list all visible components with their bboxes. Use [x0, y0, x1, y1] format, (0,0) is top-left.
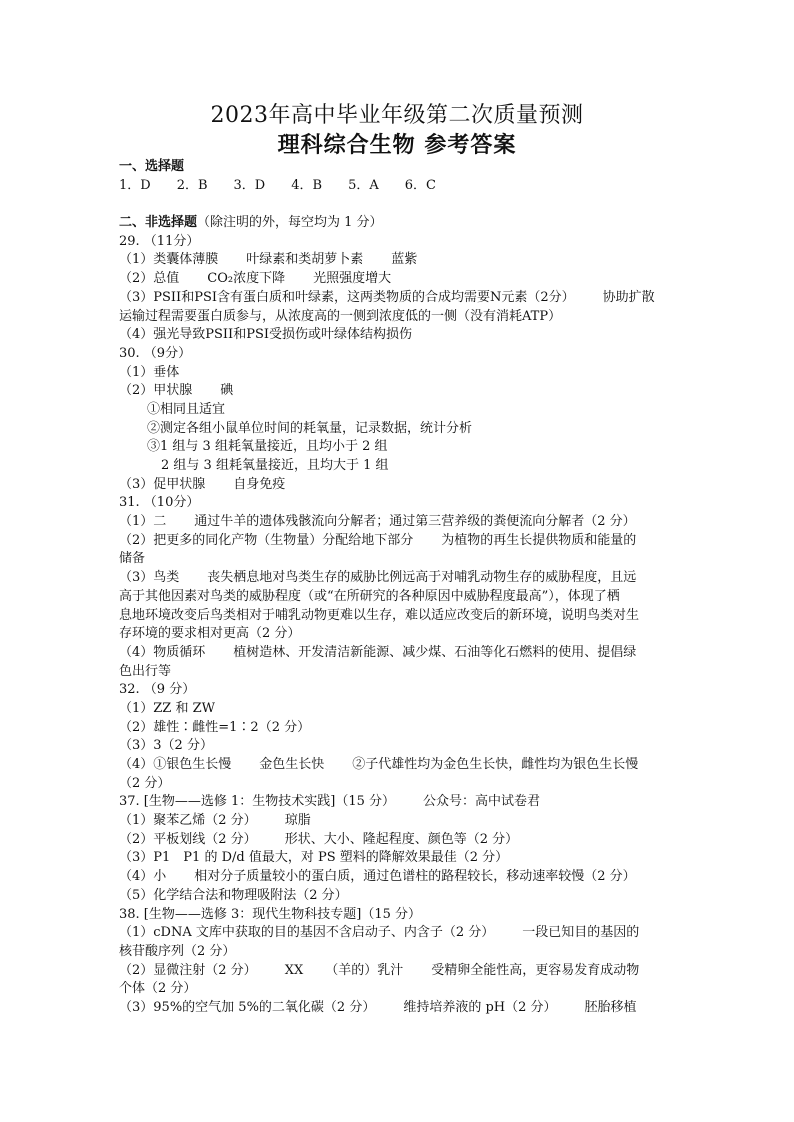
q29-answer-2: （2）总值 CO₂浓度下降 光照强度增大: [119, 271, 392, 287]
choice-answer: 6．C: [404, 177, 436, 193]
q29-answer-1: （1）类囊体薄膜 叶绿素和类胡萝卜素 蓝紫: [119, 252, 418, 268]
q38-answer-1-cont: 核苷酸序列（2 分）: [119, 943, 236, 959]
q32-heading: 32. （9 分）: [119, 682, 196, 698]
q30-step-2: ②测定各组小鼠单位时间的耗氧量，记录数据，统计分析: [147, 420, 473, 436]
q31-answer-4: （4）物质循环 植树造林、开发清洁新能源、减少煤、石油等化石燃料的使用、提倡绿: [119, 644, 637, 660]
q38-answer-2-cont: 个体（2 分）: [119, 981, 197, 997]
q38-answer-1: （1）cDNA 文库中获取的目的基因不含启动子、内含子（2 分） 一段已知目的基因的: [119, 925, 640, 941]
q31-heading: 31. （10分）: [119, 495, 200, 511]
choice-answer: 3．D: [233, 177, 266, 193]
page-title: 2023年高中毕业年级第二次质量预测: [210, 103, 584, 128]
q30-heading: 30. （9分）: [119, 345, 192, 361]
choice-answers: [119, 177, 679, 196]
q31-answer-3-cont: 息地环境改变后鸟类相对于哺乳动物更难以生存，难以适应改变后的新环境，说明鸟类对生: [119, 607, 640, 623]
q32-answer-1: （1）ZZ 和 ZW: [119, 700, 215, 716]
q30-answer-2: （2）甲状腺 碘: [119, 383, 234, 399]
q31-answer-2-cont: 储备: [119, 551, 146, 567]
choice-answer: 2．B: [176, 177, 208, 193]
q29-answer-4: （4）强光导致PSII和PSI受损伤或叶绿体结构损伤: [119, 327, 412, 343]
q37-answer-3: （3）P1 P1 的 D/d 值最大，对 PS 塑料的降解效果最佳（2 分）: [119, 850, 509, 866]
q31-answer-3-cont: 存环境的要求相对更高（2 分）: [119, 626, 301, 642]
q30-answer-3: （3）促甲状腺 自身免疫: [119, 476, 286, 492]
q31-answer-3: （3）鸟类 丧失栖息地对鸟类生存的威胁比例远高于对哺乳动物生存的威胁程度，且远: [119, 570, 637, 586]
q31-answer-4-cont: 色出行等: [119, 663, 172, 679]
q31-answer-3-cont: 高于其他因素对鸟类的威胁程度（或“在所研究的各种原因中威胁程度最高”），体现了栖: [119, 588, 620, 604]
q37-answer-2: （2）平板划线（2 分） 形状、大小、隆起程度、颜色等（2 分）: [119, 831, 519, 847]
q29-answer-3-cont: 运输过程需要蛋白质参与，从浓度高的一侧到浓度低的一侧（没有消耗ATP）: [119, 308, 562, 324]
page-subtitle: 理科综合生物 参考答案: [277, 132, 517, 158]
section-heading-choice: 一、选择题: [119, 159, 185, 174]
q30-answer-1: （1）垂体: [119, 364, 180, 380]
choice-answer: 4．B: [291, 177, 323, 193]
q32-answer-2: （2）雄性∶雌性=1∶2（2 分）: [119, 719, 311, 735]
choice-answer: 5．A: [348, 177, 379, 193]
choice-answer: 1．D: [119, 177, 151, 193]
section-heading-nonchoice: 二、非选择题（除注明的外，每空均为 1 分）: [119, 215, 383, 231]
q32-answer-4-cont: （2 分）: [119, 775, 171, 791]
q37-answer-4: （4）小 相对分子质量较小的蛋白质，通过色谱柱的路程较长，移动速率较慢（2 分）: [119, 869, 636, 885]
q38-answer-3: （3）95%的空气加 5%的二氧化碳（2 分） 维持培养液的 pH（2 分） 胚胎移植: [119, 999, 637, 1015]
q31-answer-2: （2）把更多的同化产物（生物量）分配给地下部分 为植物的再生长提供物质和能量的: [119, 532, 637, 548]
q38-answer-2: （2）显微注射（2 分） XX （羊的）乳汁 受精卵全能性高，更容易发育成动物: [119, 962, 640, 978]
q37-heading: 37. [生物——选修 1：生物技术实践]（15 分） 公众号：高中试卷君: [119, 794, 541, 810]
q31-answer-1: （1）二 通过牛羊的遗体残骸流向分解者；通过第三营养级的粪便流向分解者（2 分）: [119, 514, 636, 530]
q30-step-3: ③1 组与 3 组耗氧量接近，且均小于 2 组: [147, 439, 388, 455]
q29-answer-3: （3）PSII和PSI含有蛋白质和叶绿素，这两类物质的合成均需要N元素（2分） 协助扩散: [119, 289, 655, 305]
q37-answer-1: （1）聚苯乙烯（2 分） 琼脂: [119, 813, 311, 829]
q32-answer-4: （4）①银色生长慢 金色生长快 ②子代雄性均为金色生长快，雌性均为银色生长慢: [119, 757, 639, 772]
q32-answer-3: （3）3（2 分）: [119, 738, 213, 754]
q30-step-1: ①相同且适宜: [147, 401, 226, 417]
q37-answer-5: （5）化学结合法和物理吸附法（2 分）: [119, 887, 348, 903]
answer-content: [119, 158, 679, 1018]
q38-heading: 38. [生物——选修 3：现代生物科技专题]（15 分）: [119, 906, 422, 922]
q30-step-3-cont: 2 组与 3 组耗氧量接近，且均大于 1 组: [161, 458, 389, 473]
q29-heading: 29. （11分）: [119, 233, 200, 249]
